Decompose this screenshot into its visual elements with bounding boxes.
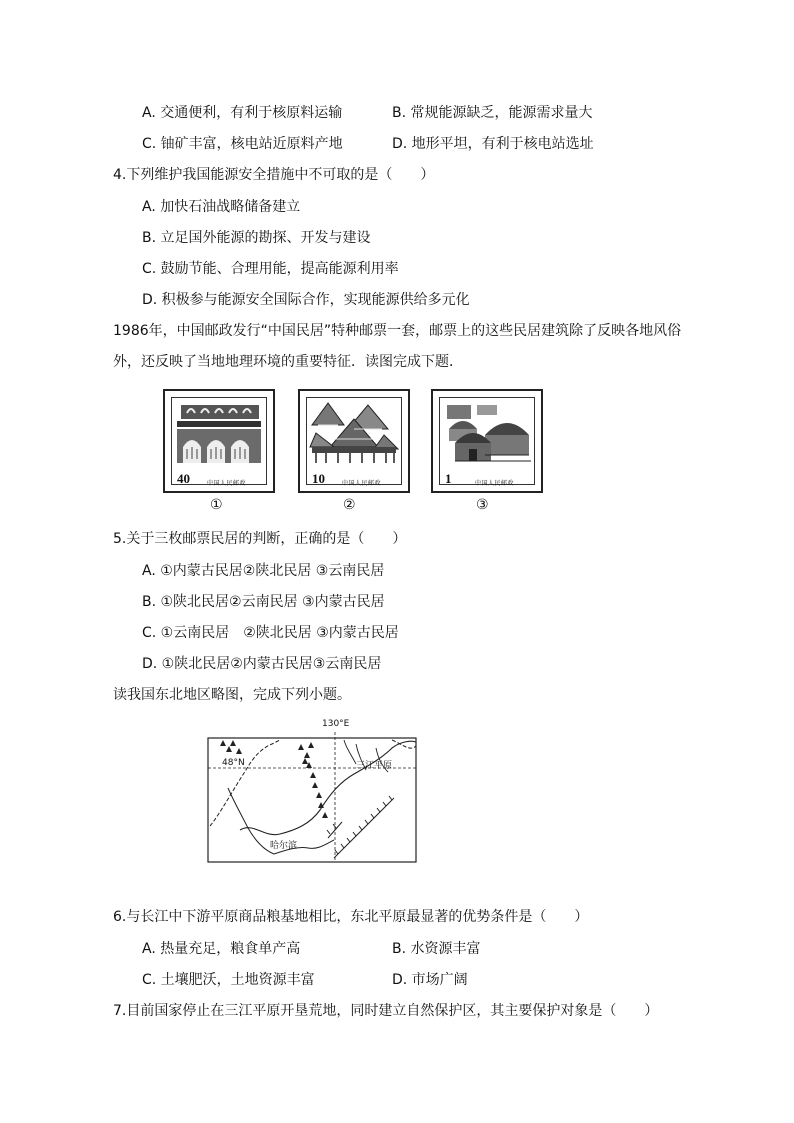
q4-stem: 4.下列维护我国能源安全措施中不可取的是（ ） [113, 167, 435, 183]
q3-option-a: A. 交通便利，有利于核原料运输 [142, 105, 343, 121]
q6-option-b: B. 水资源丰富 [392, 941, 481, 957]
map-longitude-label: 130°E [322, 719, 350, 729]
q5-stem: 5.关于三枚邮票民居的判断，正确的是（ ） [113, 531, 407, 547]
stamp-yunnan [298, 389, 410, 493]
map-label-harbin: 哈尔滨 [270, 841, 298, 851]
map-latitude-label: 48°N [222, 758, 245, 768]
stamp-denomination: 10 [312, 471, 325, 486]
stamp-denomination: 1 [445, 471, 452, 486]
q7-stem: 7.目前国家停止在三江平原开垦荒地，同时建立自然保护区，其主要保护对象是（ ） [113, 1003, 659, 1019]
q5-option-c: C. ①云南民居 ②陕北民居 ③内蒙古民居 [142, 625, 399, 641]
q3-option-b: B. 常规能源缺乏，能源需求量大 [392, 105, 593, 121]
intro-map: 读我国东北地区略图，完成下列小题。 [113, 687, 351, 703]
q6-option-a: A. 热量充足，粮食单产高 [142, 941, 301, 957]
q5-option-a: A. ①内蒙古民居②陕北民居 ③云南民居 [142, 563, 385, 579]
stamp-issuer: 中国人民邮政 [207, 480, 247, 487]
cave-dwelling-image [173, 399, 265, 465]
stamp-shaanbei [163, 389, 275, 493]
map-label-sanjiang-plain: 三江平原 [356, 761, 393, 771]
q3-option-c: C. 铀矿丰富，核电站近原料产地 [142, 136, 343, 152]
q4-option-d: D. 积极参与能源安全国际合作，实现能源供给多元化 [142, 292, 470, 308]
northeast-china-map [206, 718, 418, 868]
stamp-denomination: 40 [177, 471, 190, 486]
yurt-image [441, 399, 533, 465]
q5-option-b: B. ①陕北民居②云南民居 ③内蒙古民居 [142, 594, 385, 610]
stamp-label-2: ② [343, 497, 356, 513]
q6-option-c: C. 土壤肥沃，土地资源丰富 [142, 972, 315, 988]
intro-stamps-line1: 1986年，中国邮政发行“中国民居”特种邮票一套，邮票上的这些民居建筑除了反映各地风俗 [113, 323, 682, 339]
q3-option-d: D. 地形平坦，有利于核电站选址 [392, 136, 594, 152]
q5-option-d: D. ①陕北民居②内蒙古民居③云南民居 [142, 656, 382, 672]
stamp-issuer: 中国人民邮政 [342, 480, 382, 487]
q6-option-d: D. 市场广阔 [392, 972, 468, 988]
q4-option-a: A. 加快石油战略储备建立 [142, 199, 301, 215]
stamp-label-3: ③ [476, 497, 489, 513]
stamp-issuer: 中国人民邮政 [475, 480, 515, 487]
stamp-label-1: ① [210, 497, 223, 513]
map-drawing [206, 718, 418, 868]
intro-stamps-line2: 外，还反映了当地地理环境的重要特征．读图完成下题． [113, 354, 463, 370]
stamp-neimenggu [431, 389, 543, 493]
bamboo-house-image [308, 399, 400, 465]
q4-option-b: B. 立足国外能源的勘探、开发与建设 [142, 230, 371, 246]
q4-option-c: C. 鼓励节能、合理用能，提高能源利用率 [142, 261, 399, 277]
q6-stem: 6.与长江中下游平原商品粮基地相比，东北平原最显著的优势条件是（ ） [113, 909, 589, 925]
